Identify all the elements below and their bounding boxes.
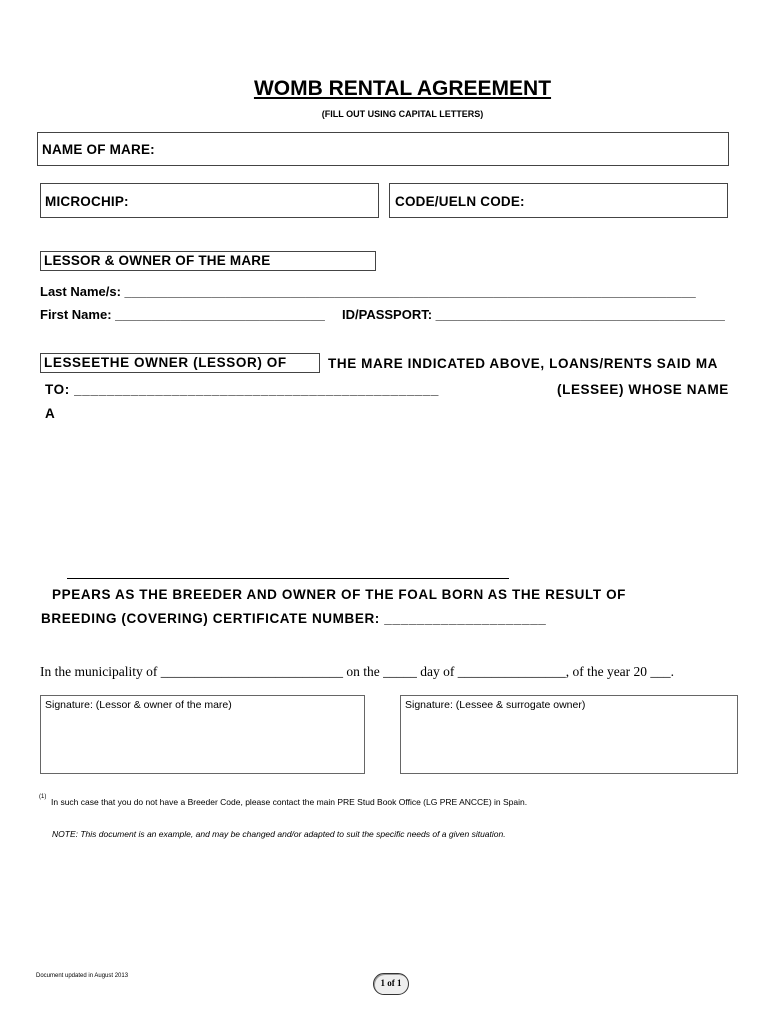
code-ueln-label: CODE/UELN CODE:: [395, 194, 525, 209]
lessor-heading-box: [40, 251, 376, 271]
certificate-line[interactable]: BREEDING (COVERING) CERTIFICATE NUMBER: ____________________: [41, 611, 547, 626]
lessee-name-line[interactable]: [67, 578, 509, 579]
name-of-mare-label: NAME OF MARE:: [42, 142, 155, 157]
lessee-line-4: PPEARS AS THE BREEDER AND OWNER OF THE FOAL BORN AS THE RESULT OF: [52, 587, 627, 602]
lessor-signature-box[interactable]: [40, 695, 365, 774]
municipality-line[interactable]: In the municipality of ___________________________ on the _____ day of ________________, of the year 20 ___.: [40, 664, 675, 679]
lessee-line-1: THE MARE INDICATED ABOVE, LOANS/RENTS SAID MA: [328, 356, 719, 371]
page-title: WOMB RENTAL AGREEMENT: [253, 77, 552, 100]
page-number-badge: 1 of 1: [373, 973, 409, 995]
footnote-text: In such case that you do not have a Breeder Code, please contact the main PRE Stud Book Office (LG PRE ANCCE) in Spain.: [51, 797, 528, 807]
microchip-field[interactable]: [40, 183, 379, 218]
lessee-heading: LESSEETHE OWNER (LESSOR) OF: [44, 355, 287, 370]
lessee-signature-label: Signature: (Lessee & surrogate owner): [405, 699, 586, 711]
lessee-signature-box[interactable]: [400, 695, 738, 774]
lessor-signature-label: Signature: (Lessor & owner of the mare): [45, 699, 232, 711]
lessee-heading-box: [40, 353, 320, 373]
microchip-label: MICROCHIP:: [45, 194, 129, 209]
name-of-mare-field[interactable]: [37, 132, 729, 166]
lessee-whose-name: (LESSEE) WHOSE NAME: [557, 382, 729, 397]
first-name-line[interactable]: First Name: _____________________________: [40, 307, 325, 322]
document-updated: Document updated in August 2013: [36, 973, 129, 979]
lessor-heading: LESSOR & OWNER OF THE MARE: [44, 253, 271, 268]
page-subtitle: (FILL OUT USING CAPITAL LETTERS): [321, 109, 484, 119]
note-text: NOTE: This document is an example, and may be changed and/or adapted to suit the specific needs of a given situation.: [52, 829, 506, 839]
footnote-marker: (1): [39, 794, 47, 800]
last-name-line[interactable]: Last Name/s: _______________________________________________________________________________: [40, 284, 696, 299]
lessee-line-3: A: [45, 406, 56, 421]
code-ueln-field[interactable]: [389, 183, 728, 218]
lessee-to-line[interactable]: TO: _____________________________________________: [45, 382, 440, 397]
id-passport-line[interactable]: ID/PASSPORT: ________________________________________: [342, 307, 725, 322]
